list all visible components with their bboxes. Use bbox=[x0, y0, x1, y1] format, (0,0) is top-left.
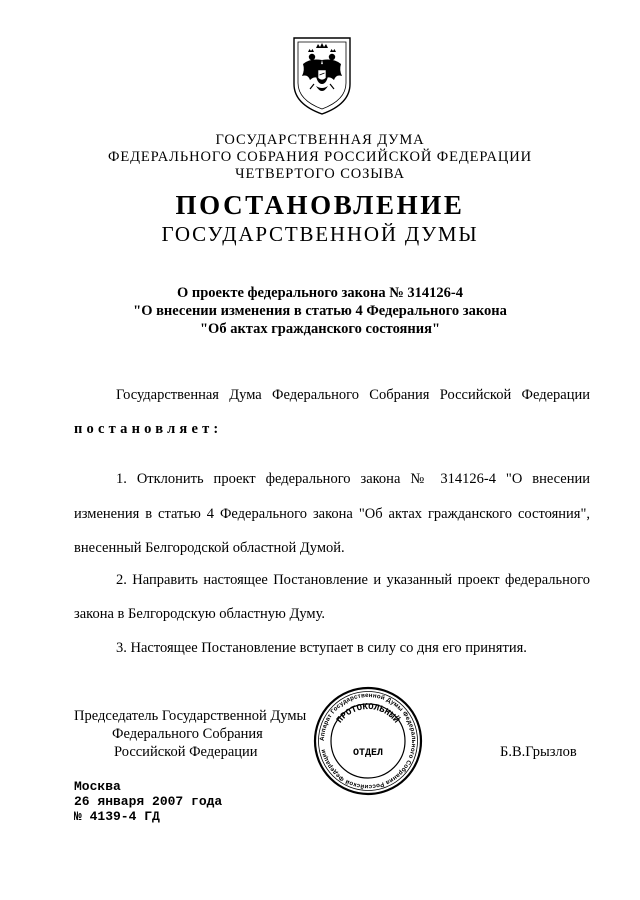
document-title: ПОСТАНОВЛЕНИЕ bbox=[175, 190, 465, 220]
subject-line-3: "Об актах гражданского состояния" bbox=[199, 321, 440, 337]
official-stamp bbox=[312, 685, 424, 797]
item-2-line-1: 2. Направить настоящее Постановление и указанный проект федерального bbox=[116, 572, 590, 588]
issue-date: 26 января 2007 года bbox=[74, 794, 223, 809]
subject-line-2: "О внесении изменения в статью 4 Федерального закона bbox=[133, 303, 507, 319]
document-subtitle: ГОСУДАРСТВЕННОЙ ДУМЫ bbox=[161, 222, 479, 246]
document-number: № 4139-4 ГД bbox=[74, 809, 160, 824]
signatory-name: Б.В.Грызлов bbox=[500, 744, 577, 760]
resolution-verb: постановляет: bbox=[74, 421, 223, 437]
organization-line-2: ФЕДЕРАЛЬНОГО СОБРАНИЯ РОССИЙСКОЙ ФЕДЕРАЦИИ bbox=[107, 149, 533, 165]
item-1-line-3: внесенный Белгородской областной Думой. bbox=[74, 540, 345, 556]
item-2-line-2: закона в Белгородскую областную Думу. bbox=[74, 606, 326, 622]
issue-city: Москва bbox=[74, 779, 121, 794]
stamp-ring-text: Аппарат Государственной Думы Федерального Собрания Российской Федерации bbox=[318, 691, 418, 791]
item-1-line-2: изменения в статью 4 Федерального закона "Об актах гражданского состояния", bbox=[74, 506, 590, 522]
subject-line-1: О проекте федерального закона № 314126-4 bbox=[176, 285, 464, 301]
organization-line-3: ЧЕТВЕРТОГО СОЗЫВА bbox=[235, 166, 405, 182]
item-3: 3. Настоящее Постановление вступает в силу со дня его принятия. bbox=[116, 640, 527, 656]
intro-paragraph: Государственная Дума Федерального Собрания Российской Федерации bbox=[116, 387, 590, 403]
signatory-position-line-3: Российской Федерации bbox=[114, 744, 258, 760]
signatory-position-line-1: Председатель Государственной Думы bbox=[74, 708, 307, 724]
item-1-line-1: 1. Отклонить проект федерального закона № 314126-4 "О внесении bbox=[116, 471, 590, 487]
stamp-center-text: ОТДЕЛ bbox=[352, 748, 384, 759]
svg-text:Аппарат Государственной Думы Ф bbox=[319, 692, 417, 790]
stamp-inner-text: ПРОТОКОЛЬНЫЙ bbox=[334, 701, 402, 726]
coat-of-arms-icon bbox=[290, 34, 354, 116]
organization-line-1: ГОСУДАРСТВЕННАЯ ДУМА bbox=[215, 132, 425, 148]
signatory-position-line-2: Федерального Собрания bbox=[112, 726, 263, 742]
